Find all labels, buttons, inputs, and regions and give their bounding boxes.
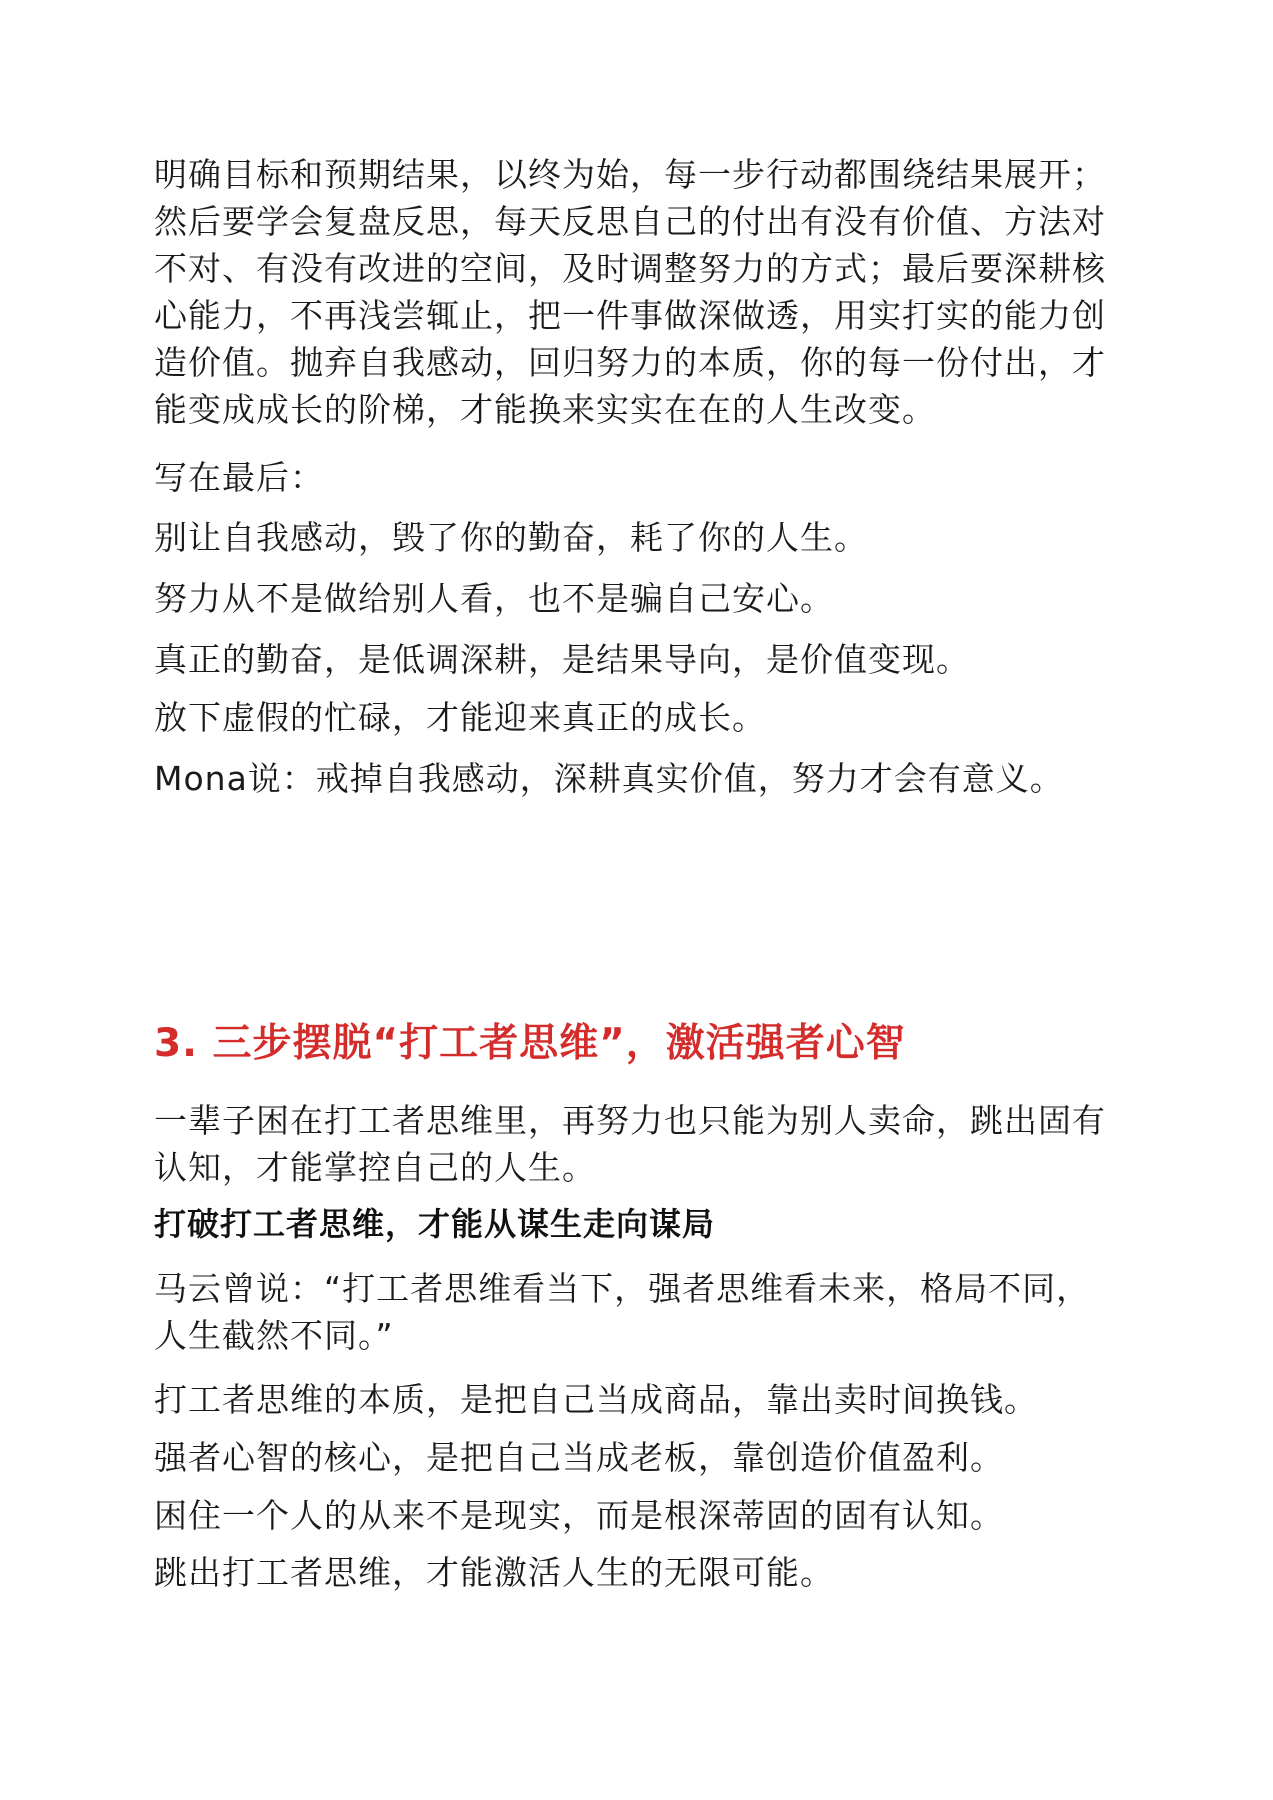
text-line: 能变成成长的阶梯，才能换来实实在在的人生改变。 <box>154 390 936 429</box>
quote-paragraph <box>154 1265 1144 1359</box>
section-intro-paragraph <box>154 1097 1144 1191</box>
closing-line: 努力从不是做给别人看，也不是骗自己安心。 <box>154 579 834 618</box>
text-line: 造价值。抛弃自我感动，回归努力的本质，你的每一份付出，才 <box>154 343 1106 382</box>
section-heading: 3. 三步摆脱“打工者思维”，激活强者心智 <box>154 1021 906 1066</box>
body-line: 跳出打工者思维，才能激活人生的无限可能。 <box>154 1553 834 1592</box>
closing-line: 放下虚假的忙碌，才能迎来真正的成长。 <box>154 698 766 737</box>
text-line: 明确目标和预期结果，以终为始，每一步行动都围绕结果展开； <box>154 155 1106 194</box>
text-line: 认知，才能掌控自己的人生。 <box>154 1148 596 1187</box>
text-line: 不对、有没有改进的空间，及时调整努力的方式；最后要深耕核 <box>154 249 1106 288</box>
body-line: 打工者思维的本质，是把自己当成商品，靠出卖时间换钱。 <box>154 1380 1038 1419</box>
closing-line: Mona说：戒掉自我感动，深耕真实价值，努力才会有意义。 <box>154 759 1064 798</box>
body-line: 困住一个人的从来不是现实，而是根深蒂固的固有认知。 <box>154 1496 1004 1535</box>
closing-line: 真正的勤奋，是低调深耕，是结果导向，是价值变现。 <box>154 640 970 679</box>
text-line: 一辈子困在打工者思维里，再努力也只能为别人卖命，跳出固有 <box>154 1101 1106 1140</box>
text-line: 人生截然不同。” <box>154 1316 394 1355</box>
closing-label: 写在最后： <box>154 458 324 497</box>
body-line: 强者心智的核心，是把自己当成老板，靠创造价值盈利。 <box>154 1438 1004 1477</box>
text-line: 然后要学会复盘反思，每天反思自己的付出有没有价值、方法对 <box>154 202 1106 241</box>
text-line: 心能力，不再浅尝辄止，把一件事做深做透，用实打实的能力创 <box>154 296 1106 335</box>
intro-paragraph <box>154 151 1144 433</box>
text-line: 马云曾说：“打工者思维看当下，强者思维看未来，格局不同， <box>154 1269 1091 1308</box>
bold-subheading: 打破打工者思维，才能从谋生走向谋局 <box>154 1205 716 1243</box>
closing-line: 别让自我感动，毁了你的勤奋，耗了你的人生。 <box>154 518 868 557</box>
